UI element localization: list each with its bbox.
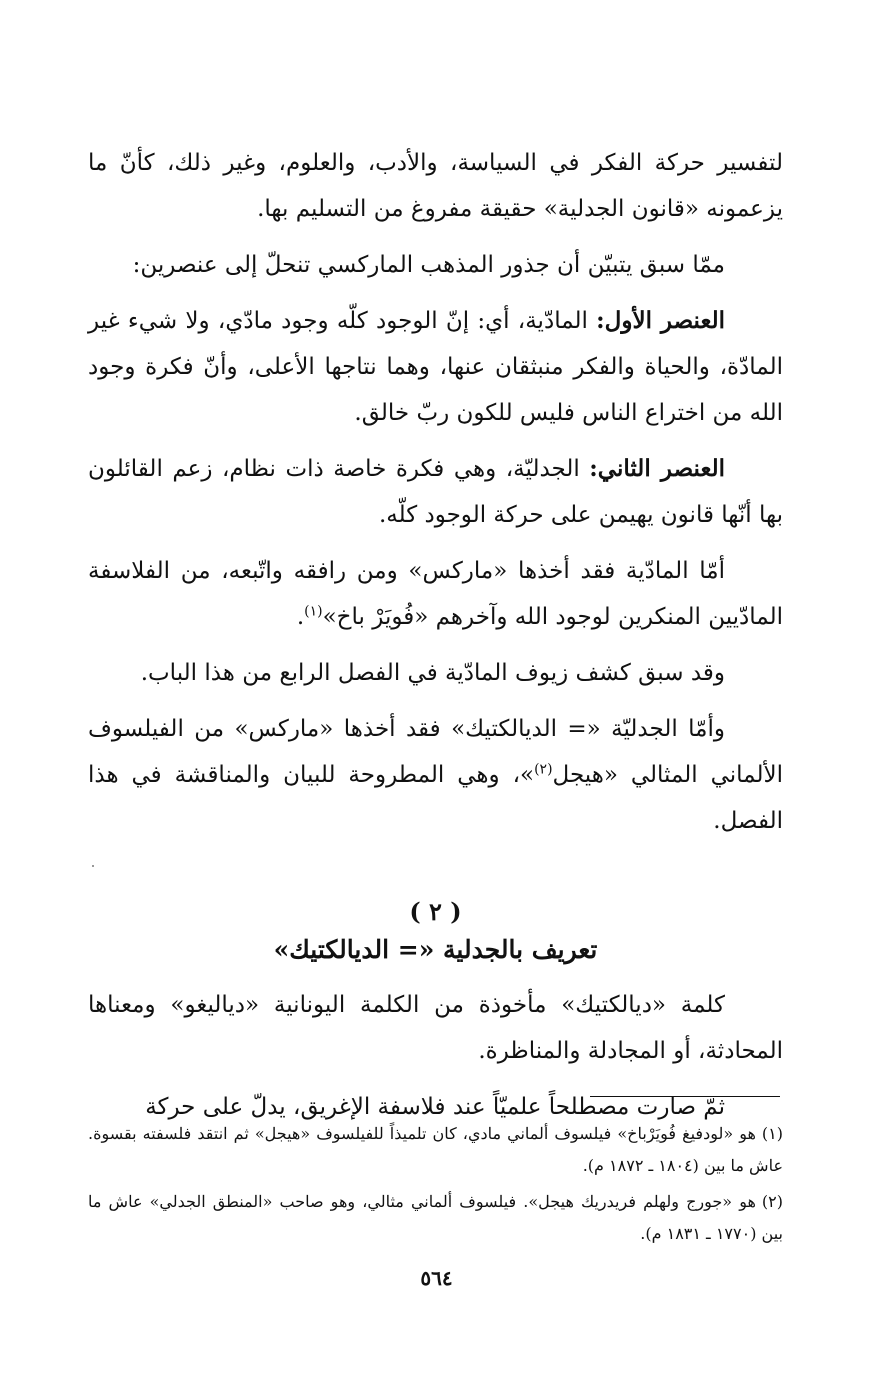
paragraph-dialectic-word	[88, 982, 783, 1074]
paragraph-2	[88, 242, 783, 288]
element-two-term: العنصر الثاني:	[589, 455, 725, 482]
footnote-2-number: (٢)	[761, 1192, 783, 1211]
page-number: ٥٦٤	[420, 1266, 453, 1290]
element-one-text: المادّية، أي: إنّ الوجود كلّه وجود مادّي، ولا شيء غير المادّة، والحياة والفكر منبثقان عنها، وهما نتاجها الأعلى، وأنّ فكرة وجود الله من اختراع الناس فليس للكون ربّ خالق.	[88, 308, 783, 426]
materialism-end: .	[296, 604, 305, 630]
dialectic-text: وأمّا الجدليّة «= الديالكتيك» فقد أخذها «ماركس» من الفيلسوف الألماني المثالي «هيجل	[88, 716, 783, 788]
footnote-2	[88, 1186, 783, 1250]
materialism-text: أمّا المادّية فقد أخذها «ماركس» ومن رافقه واتّبعه، من الفلاسفة المادّيين المنكرين لوجود الله وآخرهم «فُويَرْ باخ»	[88, 558, 783, 630]
element-two-text: الجدليّة، وهي فكرة خاصة ذات نظام، زعم القائلون بها أنّها قانون يهيمن على حركة الوجود كلّه.	[88, 456, 783, 528]
section-title: تعريف بالجدلية «= الديالكتيك»	[273, 935, 598, 964]
footnote-2-text: هو «جورج ولهلم فريدريك هيجل». فيلسوف ألماني مثالي، وهو صاحب «المنطق الجدلي» عاش ما بين (١٧٧٠ ـ ١٨٣١ م).	[88, 1192, 783, 1243]
paragraph-dialectic	[88, 706, 783, 844]
paragraph-2-text: ممّا سبق يتبيّن أن جذور المذهب الماركسي تنحلّ إلى عنصرين:	[132, 252, 725, 278]
paragraph-1	[88, 140, 783, 232]
footnote-1	[88, 1118, 783, 1182]
paragraph-element-one	[88, 298, 783, 436]
paragraph-materialism	[88, 548, 783, 640]
greek-term-text: ثمّ صارت مصطلحاً علميّاً عند فلاسفة الإغريق، يدلّ على حركة	[145, 1094, 725, 1120]
dialectic-word-text: كلمة «ديالكتيك» مأخوذة من الكلمة اليونانية «دياليغو» ومعناها المحادثة، أو المجادلة والمناظرة.	[88, 992, 783, 1064]
dialectic-end: »، وهي المطروحة للبيان والمناقشة في هذا الفصل.	[88, 762, 783, 834]
paragraph-1-text: لتفسير حركة الفكر في السياسة، والأدب، والعلوم، وغير ذلك، كأنّ ما يزعمونه «قانون الجدلية» حقيقة مفروغ من التسليم بها.	[88, 150, 783, 222]
footnote-1-text: هو «لودفيغ فُويَرْباخ» فيلسوف ألماني مادي، كان تلميذاً للفيلسوف «هيجل» ثم انتقد فلسفته بقسوة. عاش ما بين (١٨٠٤ ـ ١٨٧٢ م).	[88, 1124, 783, 1175]
footnote-divider	[590, 1096, 780, 1097]
footnote-ref-2: (٢)	[534, 761, 553, 778]
paragraph-element-two	[88, 446, 783, 538]
section-heading	[88, 894, 783, 970]
element-one-term: العنصر الأول:	[596, 307, 725, 334]
footnote-1-number: (١)	[761, 1124, 783, 1143]
paragraph-previous-chapter	[88, 650, 783, 696]
section-number: ( ٢ )	[409, 897, 462, 926]
previous-chapter-text: وقد سبق كشف زيوف المادّية في الفصل الرابع من هذا الباب.	[140, 660, 725, 686]
page-body	[88, 140, 783, 1140]
footnote-ref-1: (١)	[304, 603, 323, 620]
footnotes	[88, 1118, 783, 1254]
